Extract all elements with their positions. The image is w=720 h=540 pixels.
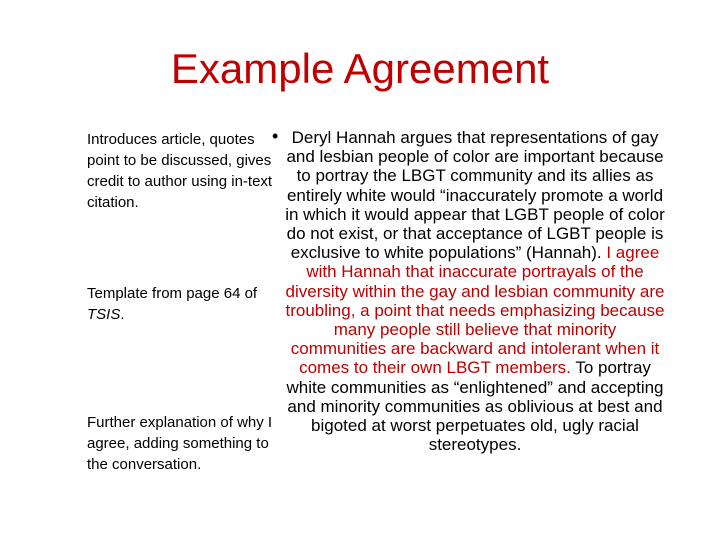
note-further-text: Further explanation of why I agree, adding something to the conversation.	[87, 414, 273, 473]
bullet-text-summary: Deryl Hannah argues that representations of gay and lesbian people of color are important because to portray the LBGT community and its allies as entirely white would “inaccurately promote a world in which it would appear that LGBT people of color do not exist, or that acceptance of LGBT people is exclusive to white populations” (Hannah).	[285, 128, 665, 263]
note-intro	[87, 129, 287, 213]
bullet-text-agreement: I agree with Hannah that inaccurate portrayals of the diversity within the gay and lesbian community are troubling, a point that needs emphasizing because many people still believe that minority communities are backward and intolerant when it comes to their own LBGT members.	[285, 243, 665, 378]
note-template-prefix: Template from page 64 of	[87, 285, 258, 302]
note-template-suffix: .	[120, 306, 125, 323]
note-template-book: TSIS	[87, 306, 121, 323]
slide-title: Example Agreement	[170, 45, 550, 92]
note-template	[87, 283, 287, 325]
note-template-text	[87, 283, 287, 325]
bullet-paragraph	[284, 128, 666, 454]
bullet-text-explanation: To portray white communities as “enlightened” and accepting and minority communities as oblivious at best and bigoted at worst perpetuates old, ugly racial stereotypes.	[286, 358, 664, 455]
note-intro-text: Introduces article, quotes point to be discussed, gives credit to author using in-text citation.	[87, 131, 273, 211]
bullet-marker: •	[272, 126, 279, 146]
note-further	[87, 412, 287, 475]
